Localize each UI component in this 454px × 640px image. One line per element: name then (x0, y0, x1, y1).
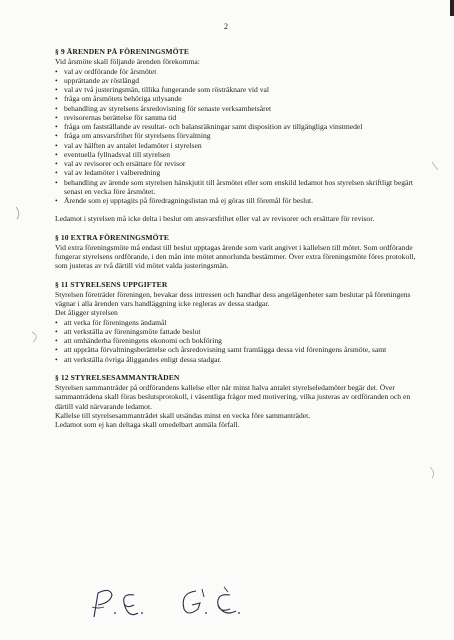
signature-initials-2 (178, 583, 248, 623)
list-item: • behandling av styrelsens årsredovisning för senaste verksamhetsåret (55, 104, 425, 113)
section-note: Ledamot i styrelsen må icke delta i beslut om ansvarsfrihet eller val av revisorer och ersättare för revisor. (55, 214, 375, 224)
page-edge-mark (450, 0, 454, 16)
section-title: § 9 ÄRENDEN PÅ FÖRENINGSMÖTE (55, 47, 190, 56)
margin-mark (430, 160, 440, 172)
list-item: • val av ordförande för årsmötet (55, 67, 425, 76)
signature-area (88, 583, 258, 623)
list-item: • fråga om årsmötets behöriga utlysande (55, 94, 425, 103)
list-item: • val av hälften av antalet ledamöter i styrelsen (55, 141, 425, 150)
list-item: • att omhänderha föreningens ekonomi och bokföring (55, 336, 425, 345)
section-title: § 11 STYRELSENS UPPGIFTER (55, 279, 168, 289)
section-body: Styrelsen företräder föreningen, bevakar dess intressen och handhar dess angelägenheter sam beslutar på föreningens vägnar i alla ärenden vars handläggning icke regleras av dessa stadgar. (55, 289, 411, 308)
list-item: • fråga om ansvarsfrihet för styrelsens förvaltning (55, 131, 425, 140)
list-item: • val av ledamöter i valberedning (55, 168, 425, 177)
section-9 (55, 47, 425, 224)
list-item: • att verka för föreningens ändamål (55, 318, 425, 327)
section-title: § 12 STYRELSESAMMANTRÄDEN (55, 372, 180, 382)
section-intro: Vid årsmöte skall följande ärenden förekomma: (55, 57, 200, 67)
list-item: • att verkställa övriga åliggandes enligt dessa stadgar. (55, 355, 425, 364)
list-item: • upprättande av röstlängd (55, 76, 425, 85)
page-number: 2 (224, 22, 228, 31)
list-item: • val av två justeringsmän, tillika fungerande som rösträknare vid val (55, 85, 425, 94)
section-body: Ledamot som ej kan deltaga skall omedelbart anmäla förfall. (55, 420, 240, 429)
list-item: • revisorernas berättelse för samma tid (55, 113, 425, 122)
list-item: • fråga om fastställande av resultat- och balansräkningar samt disposition av tillgängliga vinstmedel (55, 122, 425, 131)
section-body: Styrelsen sammanträder på ordförandens kallelse eller när minst halva antalet styrelseledamöter begär det. Över sammanträdena skall föras beslutsprotokoll, i väsentliga frågor med motivering, vilka justeras av ordföranden och en därtill vald närvarande ledamot. (55, 383, 411, 411)
list-item: • eventuella fyllnadsval till styrelsen (55, 150, 425, 159)
duty-list (55, 318, 425, 364)
list-item: • behandling av ärende som styrelsen hänskjutit till årsmötet eller som enskild ledamot hos styrelsen skriftligt begärt senast en vecka före årsmötet. (55, 178, 425, 197)
section-12 (55, 373, 425, 430)
list-item: • att verkställa av föreningsmöte fattade beslut (55, 327, 425, 336)
section-title: § 10 EXTRA FÖRENINGSMÖTE (55, 232, 169, 242)
section-body: Kallelse till styrelsesammanträdet skall utsändas minst en vecka före sammanträdet. (55, 410, 311, 420)
section-11 (55, 280, 425, 364)
margin-mark (428, 465, 438, 479)
list-item: • val av revisorer och ersättare för revisor (55, 159, 425, 168)
document-body (55, 47, 425, 438)
margin-mark (30, 330, 42, 344)
margin-mark (14, 205, 24, 221)
list-item: • Ärende som ej upptagits på föredragningslistan må ej göras till föremål för beslut. (55, 196, 425, 205)
duty-intro: Det åligger styrelsen (55, 308, 118, 318)
section-body: Vid extra föreningsmöte må endast till beslut upptagas ärende som varit angivet i kallelsen till mötet. Som ordförande fungerar styrelsens ordförande, i den mån inte mötet annorlunda bestämmer. Över extra föreningsmöte föres protokoll, som justeras av två därtill vid mötet valda justeringsmän. (55, 242, 416, 271)
section-10 (55, 233, 425, 271)
signature-initials-1 (88, 583, 148, 623)
list-item: • att upprätta förvaltningsberättelse och årsredovisning samt framlägga dessa vid föreningens årsmöte, samt (55, 345, 425, 354)
agenda-list (55, 67, 425, 206)
